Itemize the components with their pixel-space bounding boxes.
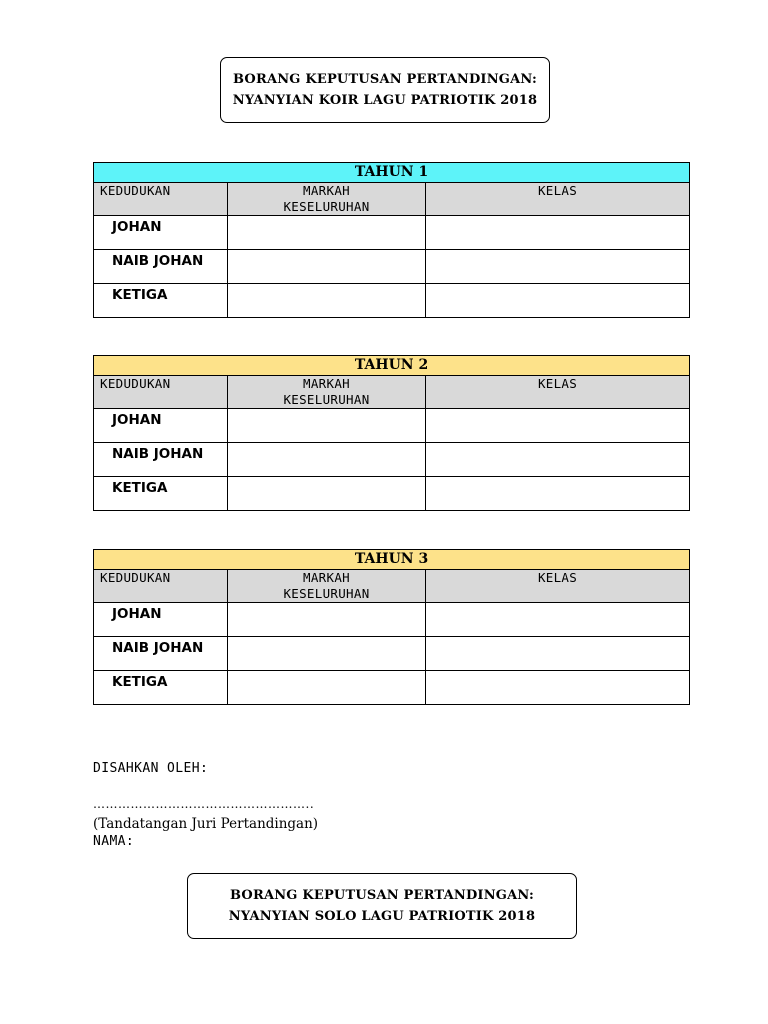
kelas-field[interactable] xyxy=(426,637,690,671)
table-header-row xyxy=(94,570,690,603)
title-line-1: BORANG KEPUTUSAN PERTANDINGAN: xyxy=(229,888,534,903)
header-markah: MARKAH KESELURUHAN xyxy=(228,183,426,216)
table-row xyxy=(94,250,690,284)
title-line-2: NYANYIAN SOLO LAGU PATRIOTIK 2018 xyxy=(228,909,536,924)
header-kedudukan: KEDUDUKAN xyxy=(94,376,228,409)
kedudukan-cell: NAIB JOHAN xyxy=(94,443,228,477)
form-title-koir xyxy=(220,57,550,123)
name-label: NAMA: xyxy=(93,834,135,849)
kelas-field[interactable] xyxy=(426,284,690,318)
markah-field[interactable] xyxy=(228,216,426,250)
header-kedudukan: KEDUDUKAN xyxy=(94,570,228,603)
form-title-solo xyxy=(187,873,577,939)
signature-label: DISAHKAN OLEH: xyxy=(93,761,209,776)
markah-field[interactable] xyxy=(228,443,426,477)
title-line-2: NYANYIAN KOIR LAGU PATRIOTIK 2018 xyxy=(232,93,538,108)
kelas-field[interactable] xyxy=(426,409,690,443)
kelas-field[interactable] xyxy=(426,250,690,284)
kelas-field[interactable] xyxy=(426,671,690,705)
table-title: TAHUN 3 xyxy=(94,550,690,570)
results-table-tahun-2 xyxy=(93,355,690,511)
table-row xyxy=(94,443,690,477)
kedudukan-cell: JOHAN xyxy=(94,409,228,443)
kedudukan-cell: KETIGA xyxy=(94,671,228,705)
table-row xyxy=(94,637,690,671)
table-row xyxy=(94,216,690,250)
kedudukan-cell: NAIB JOHAN xyxy=(94,250,228,284)
kedudukan-cell: JOHAN xyxy=(94,216,228,250)
markah-field[interactable] xyxy=(228,637,426,671)
markah-field[interactable] xyxy=(228,477,426,511)
kedudukan-cell: KETIGA xyxy=(94,477,228,511)
header-markah: MARKAH KESELURUHAN xyxy=(228,376,426,409)
markah-field[interactable] xyxy=(228,603,426,637)
markah-field[interactable] xyxy=(228,671,426,705)
table-row xyxy=(94,603,690,637)
table-row xyxy=(94,409,690,443)
table-title: TAHUN 2 xyxy=(94,356,690,376)
header-kelas: KELAS xyxy=(426,183,690,216)
table-row xyxy=(94,284,690,318)
header-kelas: KELAS xyxy=(426,570,690,603)
kelas-field[interactable] xyxy=(426,603,690,637)
header-kelas: KELAS xyxy=(426,376,690,409)
table-header-row xyxy=(94,376,690,409)
header-kedudukan: KEDUDUKAN xyxy=(94,183,228,216)
markah-field[interactable] xyxy=(228,284,426,318)
signature-caption: (Tandatangan Juri Pertandingan) xyxy=(93,816,319,832)
table-title: TAHUN 1 xyxy=(94,163,690,183)
table-row xyxy=(94,477,690,511)
markah-field[interactable] xyxy=(228,409,426,443)
header-markah: MARKAH KESELURUHAN xyxy=(228,570,426,603)
markah-field[interactable] xyxy=(228,250,426,284)
title-line-1: BORANG KEPUTUSAN PERTANDINGAN: xyxy=(232,72,537,87)
kelas-field[interactable] xyxy=(426,216,690,250)
kedudukan-cell: KETIGA xyxy=(94,284,228,318)
results-table-tahun-3 xyxy=(93,549,690,705)
results-table-tahun-1 xyxy=(93,162,690,318)
table-header-row xyxy=(94,183,690,216)
kelas-field[interactable] xyxy=(426,477,690,511)
kedudukan-cell: NAIB JOHAN xyxy=(94,637,228,671)
table-row xyxy=(94,671,690,705)
kedudukan-cell: JOHAN xyxy=(94,603,228,637)
signature-line[interactable]: …………………………………………….. xyxy=(93,797,315,811)
kelas-field[interactable] xyxy=(426,443,690,477)
